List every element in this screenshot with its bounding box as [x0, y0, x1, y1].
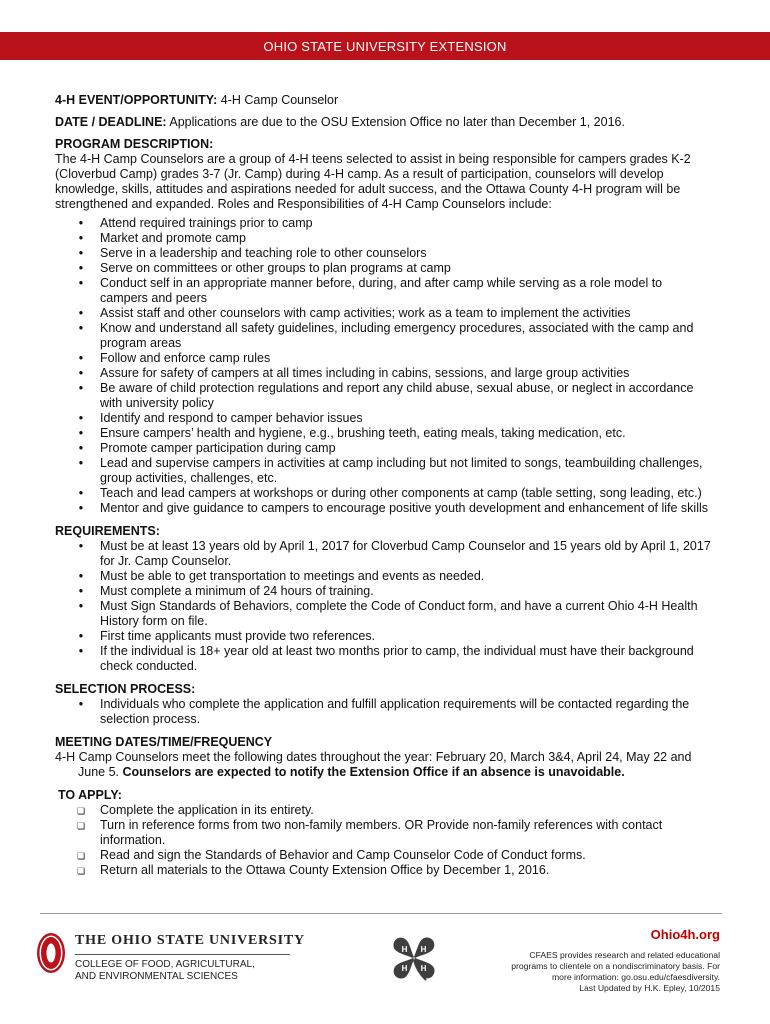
- svg-text:H: H: [420, 964, 427, 973]
- program-description-text: [55, 152, 725, 212]
- list-item-line: Serve in a leadership and teaching role to other counselors: [100, 246, 427, 260]
- list-item: [55, 848, 725, 863]
- list-item-line: program areas: [100, 336, 182, 350]
- list-item: [55, 276, 725, 306]
- list-item: [55, 231, 725, 246]
- list-item-line: Must Sign Standards of Behaviors, complete the Code of Conduct form, and have a current Ohio 4-H Health: [100, 599, 698, 613]
- meeting-notice: Counselors are expected to notify the Extension Office if an absence is unavoidable.: [122, 765, 625, 779]
- list-item: [55, 366, 725, 381]
- list-item-line: Teach and lead campers at workshops or during other components at camp (table setting, song leading, etc.): [100, 486, 702, 500]
- list-item: [55, 697, 725, 727]
- event-line: [55, 93, 725, 108]
- list-item: [55, 644, 725, 674]
- list-item-line: check conducted.: [100, 659, 198, 673]
- list-item-line: Return all materials to the Ottawa County Extension Office by December 1, 2016.: [100, 863, 550, 877]
- list-item: [55, 456, 725, 486]
- list-item-line: Conduct self in an appropriate manner before, during, and after camp while serving as a role model to: [100, 276, 663, 290]
- list-item: [55, 569, 725, 584]
- list-item: [55, 599, 725, 629]
- svg-text:H: H: [420, 945, 427, 954]
- 4h-clover-icon: [390, 934, 438, 982]
- list-item: [55, 818, 725, 848]
- deadline-line: [55, 115, 725, 130]
- list-item-line: Must complete a minimum of 24 hours of training.: [100, 584, 374, 598]
- deadline-label: DATE / DEADLINE:: [55, 115, 167, 129]
- bullet-icon: •: [78, 216, 84, 230]
- selection-list: [55, 697, 725, 727]
- bullet-icon: •: [78, 697, 84, 711]
- list-item: [55, 501, 725, 516]
- list-item-line: for Jr. Camp Counselor.: [100, 554, 232, 568]
- list-item-line: group activities, challenges, etc.: [100, 471, 278, 485]
- list-item-line: campers and peers: [100, 291, 208, 305]
- event-label: 4-H EVENT/OPPORTUNITY:: [55, 93, 218, 107]
- bullet-icon: •: [78, 599, 84, 613]
- bullet-icon: •: [78, 486, 84, 500]
- requirements-heading: REQUIREMENTS:: [55, 524, 160, 538]
- bullet-icon: •: [78, 231, 84, 245]
- document-body: [55, 93, 725, 878]
- list-item-line: Identify and respond to camper behavior issues: [100, 411, 363, 425]
- list-item: [55, 629, 725, 644]
- checkbox-icon: ❏: [76, 806, 86, 816]
- meeting-text-line1: 4-H Camp Counselors meet the following dates throughout the year: February 20, March 3&4, April 24, May 22 and: [55, 750, 692, 764]
- list-item: [55, 539, 725, 569]
- checkbox-icon: ❏: [76, 866, 86, 876]
- bullet-icon: •: [78, 381, 84, 395]
- osu-block-o-logo: [36, 932, 66, 974]
- deadline-value: Applications are due to the OSU Extension Office no later than December 1, 2016.: [169, 115, 625, 129]
- ohio4h-link[interactable]: Ohio4h.org: [650, 927, 720, 942]
- list-item-line: Mentor and give guidance to campers to encourage positive youth development and enhancement of life skills: [100, 501, 709, 515]
- bullet-icon: •: [78, 644, 84, 658]
- description-line: The 4-H Camp Counselors are a group of 4-H teens selected to assist in being responsible for campers grades K-2: [55, 152, 691, 166]
- bullet-icon: •: [78, 366, 84, 380]
- apply-list: [55, 803, 725, 878]
- university-rule: [75, 954, 290, 955]
- bullet-icon: •: [78, 456, 84, 470]
- list-item-line: Be aware of child protection regulations and report any child abuse, sexual abuse, or neglect in accordance: [100, 381, 694, 395]
- list-item: [55, 486, 725, 501]
- list-item-line: Assist staff and other counselors with camp activities; work as a team to implement the activities: [100, 306, 631, 320]
- checkbox-icon: ❏: [76, 821, 86, 831]
- svg-text:H: H: [401, 964, 408, 973]
- bullet-icon: •: [78, 321, 84, 335]
- bullet-icon: •: [78, 539, 84, 553]
- list-item: [55, 321, 725, 351]
- bullet-icon: •: [78, 306, 84, 320]
- roles-list: [55, 216, 725, 516]
- list-item: [55, 246, 725, 261]
- list-item-line: Ensure campers’ health and hygiene, e.g., brushing teeth, eating meals, taking medication, etc.: [100, 426, 626, 440]
- bullet-icon: •: [78, 426, 84, 440]
- apply-heading: TO APPLY:: [58, 788, 122, 802]
- list-item: [55, 863, 725, 878]
- list-item: [55, 803, 725, 818]
- footer-divider: [40, 913, 722, 914]
- description-line: (Cloverbud Camp) grades 3-7 (Jr. Camp) during 4-H camp. As a result of participation, counselors will develop: [55, 167, 664, 181]
- bullet-icon: •: [78, 629, 84, 643]
- bullet-icon: •: [78, 351, 84, 365]
- bullet-icon: •: [78, 276, 84, 290]
- list-item-line: Individuals who complete the application and fulfill application requirements will be contacted regarding the: [100, 697, 690, 711]
- list-item-line: Read and sign the Standards of Behavior and Camp Counselor Code of Conduct forms.: [100, 848, 586, 862]
- list-item-line: Serve on committees or other groups to plan programs at camp: [100, 261, 451, 275]
- requirements-list: [55, 539, 725, 674]
- bullet-icon: •: [78, 246, 84, 260]
- bullet-icon: •: [78, 441, 84, 455]
- bullet-icon: •: [78, 501, 84, 515]
- list-item: [55, 426, 725, 441]
- list-item: [55, 306, 725, 321]
- university-name: THE OHIO STATE UNIVERSITY: [75, 933, 305, 948]
- list-item-line: Must be at least 13 years old by April 1, 2017 for Cloverbud Camp Counselor and 15 years old by April 1, 2017: [100, 539, 711, 553]
- list-item: [55, 584, 725, 599]
- list-item-line: Market and promote camp: [100, 231, 246, 245]
- event-value: 4-H Camp Counselor: [220, 93, 339, 107]
- bullet-icon: •: [78, 569, 84, 583]
- list-item-line: Must be able to get transportation to meetings and events as needed.: [100, 569, 485, 583]
- list-item-line: Assure for safety of campers at all times including in cabins, sessions, and large group activities: [100, 366, 630, 380]
- list-item-line: Attend required trainings prior to camp: [100, 216, 313, 230]
- list-item-line: If the individual is 18+ year old at least two months prior to camp, the individual must have their background: [100, 644, 694, 658]
- list-item: [55, 411, 725, 426]
- selection-heading: SELECTION PROCESS:: [55, 682, 196, 696]
- list-item: [55, 261, 725, 276]
- list-item: [55, 351, 725, 366]
- list-item-line: Turn in reference forms from two non-family members. OR Provide non-family references with contact: [100, 818, 663, 832]
- list-item: [55, 441, 725, 456]
- description-line: knowledge, skills, attitudes and aspirations needed for adult success, and the Ottawa County 4-H program will be: [55, 182, 681, 196]
- description-line: strengthened and expanded. Roles and Responsibilities of 4-H Camp Counselors include:: [55, 197, 552, 211]
- checkbox-icon: ❏: [76, 851, 86, 861]
- meeting-text-line2: June 5. Counselors are expected to notify the Extension Office if an absence is unavoidable.: [78, 765, 625, 779]
- bullet-icon: •: [78, 584, 84, 598]
- list-item: [55, 216, 725, 231]
- list-item-line: with university policy: [100, 396, 214, 410]
- list-item-line: Lead and supervise campers in activities at camp including but not limited to songs, teambuilding challenges,: [100, 456, 703, 470]
- bullet-icon: •: [78, 261, 84, 275]
- list-item-line: selection process.: [100, 712, 201, 726]
- meeting-heading: MEETING DATES/TIME/FREQUENCY: [55, 735, 273, 749]
- list-item-line: History form on file.: [100, 614, 208, 628]
- program-description-heading: PROGRAM DESCRIPTION:: [55, 137, 214, 151]
- list-item-line: Complete the application in its entirety.: [100, 803, 314, 817]
- list-item-line: Promote camper participation during camp: [100, 441, 336, 455]
- cfaes-statement: CFAES provides research and related educational programs to clientele on a nondiscriminatory basis. For more information: go.osu.edu/cfaesdiversity. Last Updated by H.K. Epley, 10/2015: [511, 950, 720, 993]
- list-item-line: Know and understand all safety guidelines, including emergency procedures, associated with the camp and: [100, 321, 694, 335]
- bullet-icon: •: [78, 411, 84, 425]
- list-item: [55, 381, 725, 411]
- header-banner: OHIO STATE UNIVERSITY EXTENSION: [0, 32, 770, 60]
- college-name: COLLEGE OF FOOD, AGRICULTURAL, AND ENVIRONMENTAL SCIENCES: [75, 959, 255, 982]
- list-item-line: Follow and enforce camp rules: [100, 351, 271, 365]
- list-item-line: information.: [100, 833, 166, 847]
- svg-text:H: H: [401, 945, 408, 954]
- list-item-line: First time applicants must provide two references.: [100, 629, 376, 643]
